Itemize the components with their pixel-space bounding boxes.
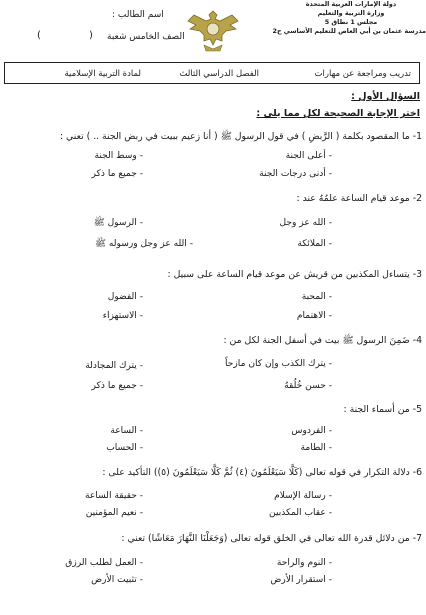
option[interactable]: - حسن خُلُقهُ [284,381,332,391]
banner-term: الفصل الدراسي الثالث [179,69,259,79]
option[interactable]: - استقرار الأرض [270,575,332,585]
banner-title: تدريب ومراجعة عن مهارات [314,69,411,79]
option[interactable]: - الله عز وجل ورسوله ﷺ [95,239,193,249]
question-text: 2- موعد قيام الساعة علمُهُ عند : [296,193,422,204]
option[interactable]: - الفضول [107,292,143,302]
option[interactable]: - جميع ما ذكر [91,381,143,391]
question-text: 7- من دلائل قدرة الله تعالى في الخلق قوله تعالى (وَجَعَلْنَا النَّهَارَ مَعَاشًا) تعني : [121,533,422,544]
option[interactable]: - الطامة [300,443,332,453]
option[interactable]: - جميع ما ذكر [91,169,143,179]
question-text: 3- يتساءل المكذبين من قريش عن موعد قيام الساعة على سبيل : [167,269,422,280]
option[interactable]: - عقاب المكذبين [269,508,332,518]
option[interactable]: - النوم والراحة [276,558,332,568]
school-header [272,0,426,36]
option[interactable]: - الاهتمام [296,311,332,321]
student-name-label: اسم الطالب : [112,10,164,20]
option[interactable]: - نعيم المؤمنين [85,508,143,518]
option[interactable]: - الفردوس [291,426,332,436]
option[interactable]: - يترك المجادلة [85,361,143,371]
option[interactable]: - الاستهزاء [102,311,143,321]
section-paren-right: ( [89,30,93,41]
option[interactable]: - حقيقة الساعة [85,491,143,501]
header-line: مدرسة عثمان بن أبي العاص للتعليم الأساسي ح2 [272,27,426,35]
option[interactable]: - الرسول ﷺ [93,218,143,228]
option[interactable]: - العمل لطلب الرزق [65,558,143,568]
option[interactable]: - يترك الكذب وإن كان مازحاً [225,359,332,369]
uae-emblem-icon [186,5,240,53]
title-banner [4,62,420,84]
option[interactable]: - الله عز وجل [279,218,332,228]
section-title: السؤال الأول : [351,91,420,102]
option[interactable]: - الساعة [110,426,143,436]
question-text: 4- ضَمِنَ الرسول ﷺ بيت في أسفل الجنة لكل من : [223,335,422,346]
grade-label: الصف الخامس شعبة [107,32,185,42]
instruction: اختر الإجابة الصحيحة لكل مما يلي : [256,108,420,119]
option[interactable]: - رسالة الإسلام [274,491,332,501]
header-line: وزارة التربية والتعليم [317,9,385,17]
option[interactable]: - تثبيت الأرض [91,575,143,585]
option[interactable]: - أعلى الجنة [285,151,332,161]
header-line: دولة الإمارات العربية المتحدة [305,0,397,8]
option[interactable]: - أدنى درجات الجنة [259,169,332,179]
header-line: مجلس 1 نطاق 5 [324,18,378,26]
question-text: 1- ما المقصود بكلمة ( الرَّبضِ ) في قول الرسول ﷺ ( أنا زعيم ببيت في ربض الجنة .. ) تعني : [59,131,422,142]
section-paren-left: ) [37,30,41,41]
question-text: 6- دلالة التكرار في قوله تعالى (كَلَّا سَيَعْلَمُونَ (٤) ثُمَّ كَلَّا سَيَعْلَمُونَ (٥)) التأكيد على : [102,467,422,478]
question-text: 5- من أسماء الجنة : [343,404,422,415]
option[interactable]: - الملائكة [297,239,332,249]
option[interactable]: - وسط الجنة [94,151,143,161]
banner-subject: لمادة التربية الإسلامية [64,69,141,79]
option[interactable]: - المحبة [301,292,332,302]
option[interactable]: - الحساب [106,443,143,453]
